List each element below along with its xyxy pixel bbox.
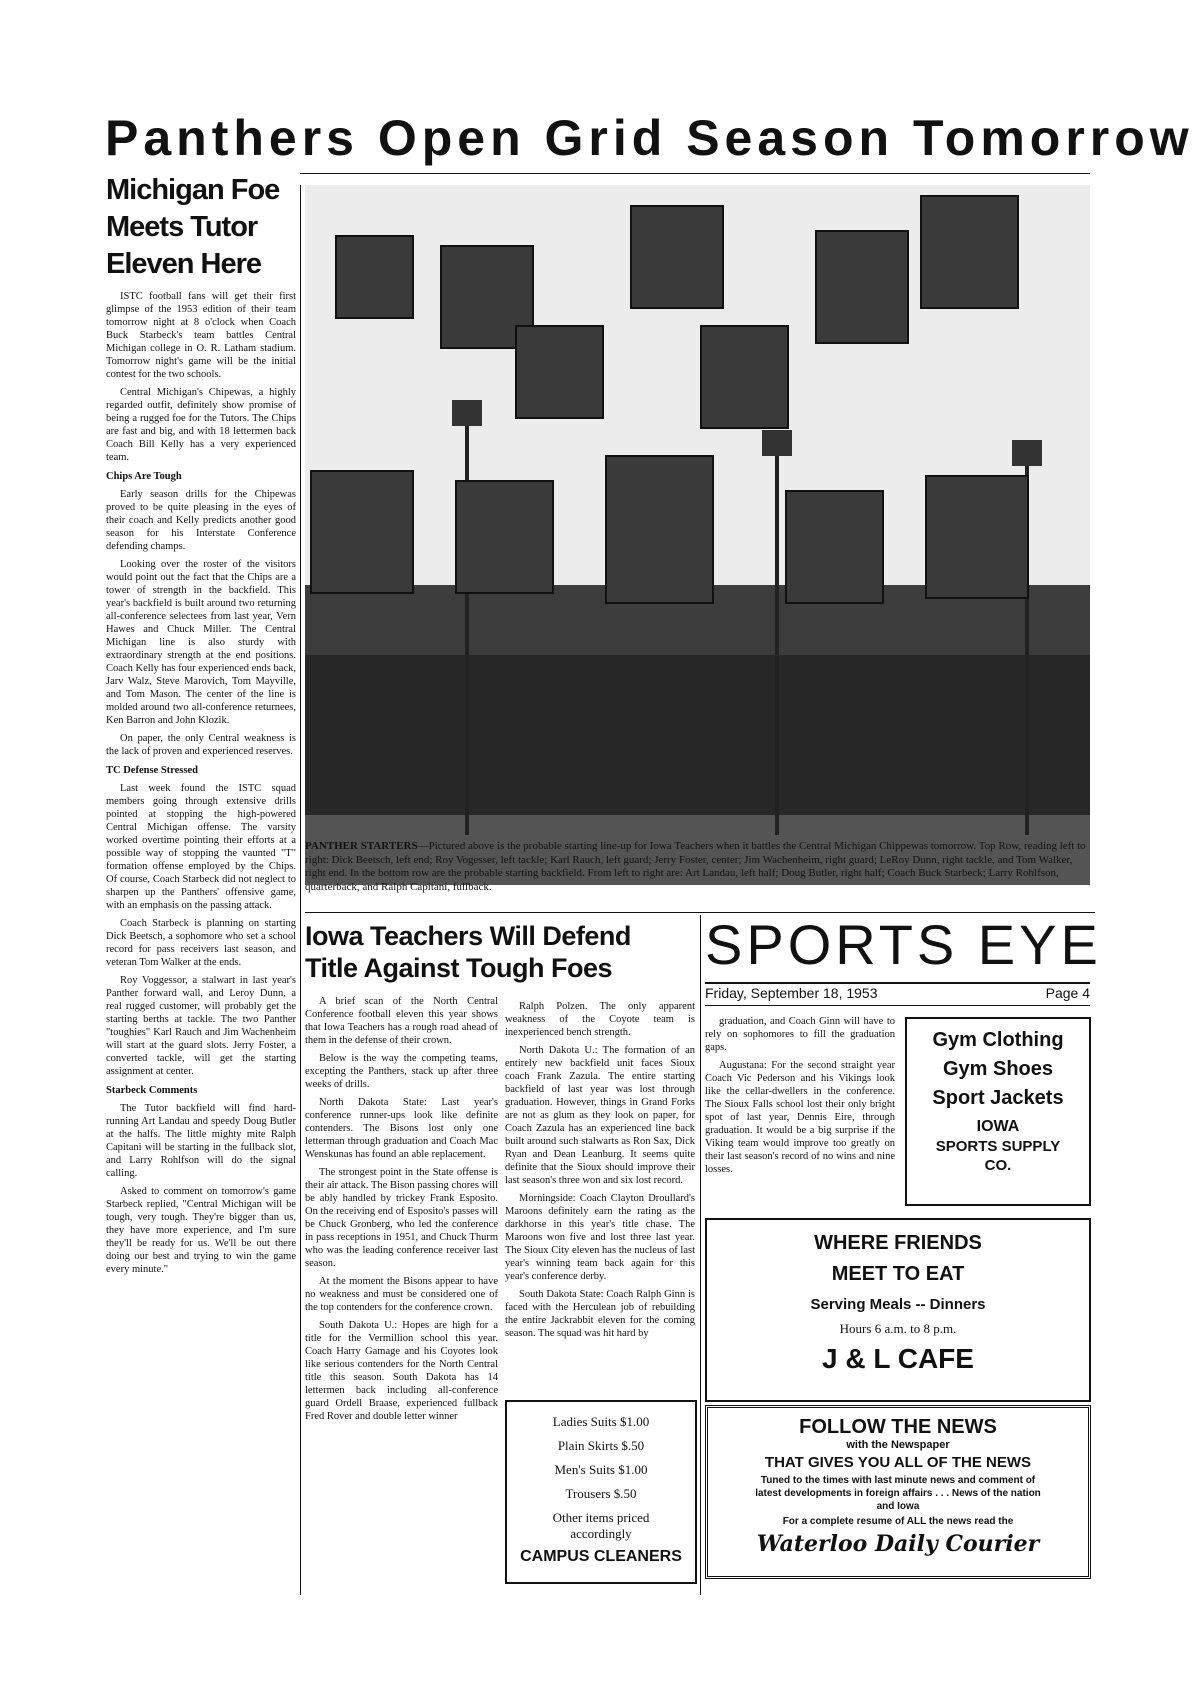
light-pole — [775, 445, 779, 835]
paragraph: Looking over the roster of the visitors would point out the fact that the Chips are a tower of strength in the backfield. This year's backfield is built around two returning all-conference selectees from last year, Vern Hawes and Chuck Miller. The Central Michigan line is also sturdy with extraordinary strength at the end positions. Coach Kelly has four experienced ends back, Jarv Walz, Steve Marovich, Tom Mayville, and Tom Mason. The center of the line is molded around two all-conference returnees, Ken Barron and John Klozik. — [106, 559, 296, 726]
player-portrait — [920, 195, 1019, 309]
caption-lead: PANTHER STARTERS — [305, 840, 418, 852]
paragraph: Below is the way the competing teams, excepting the Panthers, stack up after three weeks of drills. — [305, 1053, 498, 1090]
sports-eye-rule — [705, 982, 1090, 984]
news-line: with the Newspaper — [846, 1439, 950, 1451]
paragraph: The Tutor backfield will find hard-running Art Landau and speedy Doug Butler at the halfs. The little mighty mite Ralph Capitani will be starting in the fullback slot, and Larry Rohlfson will do the signal calling. — [106, 1103, 296, 1179]
ad-line: IOWA — [976, 1118, 1020, 1135]
second-story-col1 — [305, 995, 498, 1595]
second-story-headline — [305, 920, 695, 984]
banner-headline: Panthers Open Grid Season Tomorrow — [105, 110, 1194, 166]
paragraph: Morningside: Coach Clayton Droullard's Maroons definitely earn the rating as the darkhorse in this year's title chase. The Maroons won five and lost three last year. The Sioux City eleven has the nucleus of last year's winning team back again for this year's conference derby. — [505, 1193, 695, 1282]
player-portrait — [515, 325, 604, 419]
second-headline-line: Title Against Tough Foes — [305, 953, 613, 983]
paragraph: Central Michigan's Chipewas, a highly regarded outfit, definitely show promise of being a rugged foe for the Tutors. The Chips are fast and big, and with 18 lettermen back Coach Bill Kelly has a very experienced team. — [106, 387, 296, 463]
paragraph: Last week found the ISTC squad members going through extensive drills pointed at stopping the high-powered Central Michigan offense. The varsity worked overtime pointing their efforts at a possible way of stopping the vaunted "T" formation offense employed by the Chips. Of course, Coach Starbeck did not neglect to sharpen up the Panthers' offensive game, with an emphasis on the passing attack. — [106, 783, 296, 911]
player-portrait — [630, 205, 724, 309]
issue-date: Friday, September 18, 1953 — [705, 985, 878, 1001]
paragraph: Early season drills for the Chipewas proved to be quite pleasing in the eyes of their coach and Kelly predicts another good season for his Interstate Conference defending champs. — [106, 489, 296, 552]
paragraph: ISTC football fans will get their first glimpse of the 1953 edition of their team tomorrow night at 8 o'clock when Coach Buck Starbeck's team battles Central Michigan college in O. R. Latham stadium. Tomorrow night's game will be the initial contest for the two schools. — [106, 291, 296, 380]
column-rule — [700, 915, 701, 1595]
cleaners-other: Other items priced accordingly — [552, 1510, 650, 1541]
player-portrait — [455, 480, 554, 594]
paragraph: A brief scan of the North Central Conference football eleven this year shows that Iowa Teachers has a rough road ahead of them in the defense of their crown. — [305, 996, 498, 1046]
news-line: Tuned to the times with last minute news and comment of latest developments in foreign affairs . . . News of the nation and Iowa — [755, 1475, 1041, 1512]
subhead: Starbeck Comments — [106, 1085, 198, 1096]
banner-rule — [300, 173, 1090, 174]
sports-eye-rule — [705, 1005, 1090, 1006]
player-portrait — [785, 490, 884, 604]
photo-caption — [305, 840, 1090, 894]
sports-eye-dateline — [705, 985, 1090, 1001]
light-tower — [762, 430, 792, 456]
news-line: FOLLOW THE NEWS — [799, 1416, 997, 1438]
paragraph: South Dakota State: Coach Ralph Ginn is faced with the Herculean job of rebuilding the entire Jackrabbit eleven for the coming season. The squad was hit hard by — [505, 1289, 695, 1339]
paragraph: Asked to comment on tomorrow's game Starbeck replied, "Central Michigan will be tough, very tough. They're bigger than us, they have more experience, and I'm sure they'll be ready for us. We'll be out there doing our best and trying to win the game every minute." — [106, 1186, 296, 1275]
paragraph: Ralph Polzen. The only apparent weakness of the Coyote team is inexperienced bench strength. — [505, 1001, 695, 1038]
courier-ad — [705, 1405, 1091, 1579]
light-pole — [465, 415, 469, 835]
ad-line: Gym Clothing — [932, 1029, 1064, 1051]
cafe-hours: Hours 6 a.m. to 8 p.m. — [839, 1321, 957, 1336]
cafe-line: WHERE FRIENDS — [814, 1232, 982, 1254]
paragraph: Augustana: For the second straight year Coach Vic Pederson and his Vikings look like the cellar-dwellers in the conference. The Sioux Falls school lost their only bright spot of last year, Dennis Eire, through graduation. It would be a big surprise if the Viking team would improve too greatly on their last season's record of no wins and nine losses. — [705, 1060, 895, 1175]
sports-eye-title: SPORTS EYE — [705, 913, 1102, 976]
paragraph: Roy Voggessor, a stalwart in last year's Panther forward wall, and Leroy Dunn, a real rugged customer, will probably get the starting berths at tackle. The two Panther "toughies" Karl Rauch and Jim Wachenheim will start at the guard slots. Jerry Foster, a converted tackle, will get the starting assignment at center. — [106, 975, 296, 1077]
paragraph: South Dakota U.: Hopes are high for a title for the Vermillion school this year. Coach Harry Gamage and his Coyotes look like serious contenders for the North Central title this season. South Dakota has 14 lettermen back including all-conference guard Ordell Braase, experienced fullback Fred Rover and double letter winner — [305, 1320, 498, 1422]
ad-line: SPORTS SUPPLY — [935, 1138, 1061, 1155]
player-portrait — [700, 325, 789, 429]
second-story-col3 — [705, 1015, 895, 1210]
second-headline-line: Iowa Teachers Will Defend — [305, 921, 631, 951]
price-item: Ladies Suits $1.00 — [552, 1414, 650, 1429]
news-line: For a complete resume of ALL the news read the — [782, 1516, 1014, 1527]
player-portrait — [335, 235, 414, 319]
paragraph: At the moment the Bisons appear to have no weakness and must be considered one of the top contenders for the conference crown. — [305, 1276, 498, 1313]
courier-masthead: Waterloo Daily Courier — [756, 1531, 1040, 1557]
ad-line: Sport Jackets — [932, 1087, 1064, 1109]
lead-headline — [106, 172, 296, 283]
player-portrait — [815, 230, 909, 344]
paragraph: graduation, and Coach Ginn will have to rely on sophomores to fill the graduation gaps. — [705, 1016, 895, 1053]
subhead: Chips Are Tough — [106, 471, 182, 482]
price-item: Men's Suits $1.00 — [554, 1462, 648, 1477]
paragraph: Coach Starbeck is planning on starting Dick Beetsch, a sophomore who set a school record for pass receivers last season, and veteran Tom Walker at the ends. — [106, 918, 296, 968]
ad-line: CO. — [984, 1157, 1012, 1174]
lead-story-body — [106, 290, 296, 1595]
player-portrait — [925, 475, 1029, 599]
ad-line: Gym Shoes — [942, 1058, 1054, 1080]
caption-text: —Pictured above is the probable starting line-up for Iowa Teachers when it battles the Central Michigan Chippewas tomorrow. Top Row, reading left to right: Dick Beetsch, left end; Roy Vogesser, left tackle; Karl Rauch, left guard; Jerry Foster, center; Jim Wachenheim, right guard; LeRoy Dunn, right tackle, and Tom Walker, right end. In the bottom row are the probable starting backfield. From left to right are: Art Landau, left half; Doug Butler, right half; Coach Buck Starbeck; Larry Rohlfson, quarterback, and Ralph Capitani, fullback. — [305, 840, 1086, 893]
coach-portrait — [605, 455, 714, 604]
subhead: TC Defense Stressed — [106, 765, 198, 776]
team-photo — [305, 185, 1090, 885]
paragraph: North Dakota State: Last year's conference runner-ups look like definite contenders. The Bisons lost only one letterman through graduation and Coach Mac Wenskunas has found an able replacement. — [305, 1097, 498, 1160]
lead-headline-line: Eleven Here — [106, 248, 262, 280]
lead-headline-line: Michigan Foe — [106, 174, 280, 206]
column-rule — [300, 185, 301, 1595]
price-item: Trousers $.50 — [565, 1486, 637, 1501]
cafe-line: Serving Meals -- Dinners — [810, 1296, 986, 1313]
paragraph: The strongest point in the State offense is their air attack. The Bison passing chores will be ably handled by trickey Frank Esposito. On the receiving end of Esposito's passes will be Chuck Gronberg, who led the conference in pass receptions in 1951, and Chuck Thurm who was the leading conference receiver last season. — [305, 1167, 498, 1269]
news-line: THAT GIVES YOU ALL OF THE NEWS — [764, 1454, 1032, 1471]
cafe-ad — [705, 1218, 1091, 1402]
second-story-col2 — [505, 1000, 695, 1339]
lead-headline-line: Meets Tutor — [106, 211, 258, 243]
page-number: Page 4 — [1045, 985, 1090, 1001]
light-tower — [1012, 440, 1042, 466]
cafe-line: MEET TO EAT — [831, 1263, 965, 1285]
paragraph: On paper, the only Central weakness is the lack of proven and experienced reserves. — [106, 733, 296, 757]
light-tower — [452, 400, 482, 426]
cleaners-name: CAMPUS CLEANERS — [520, 1548, 682, 1565]
paragraph: North Dakota U.: The formation of an entirely new backfield unit faces Sioux coach Frank Zazula. The entire starting backfield of last year was lost through graduation. However, things in Grand Forks are not as glum as they look on paper, for Coach Zazula has an experienced line back built around such stalwarts as Ron Sax, Dick Ryan and Dean Leanburg. It seems quite definite that the Sioux should improve their last season's three won and six lost record. — [505, 1045, 695, 1186]
price-item: Plain Skirts $.50 — [557, 1438, 645, 1453]
cafe-name: J & L CAFE — [822, 1343, 974, 1374]
player-portrait — [310, 470, 414, 594]
gym-supply-ad — [905, 1017, 1091, 1206]
cleaners-ad — [505, 1400, 697, 1584]
